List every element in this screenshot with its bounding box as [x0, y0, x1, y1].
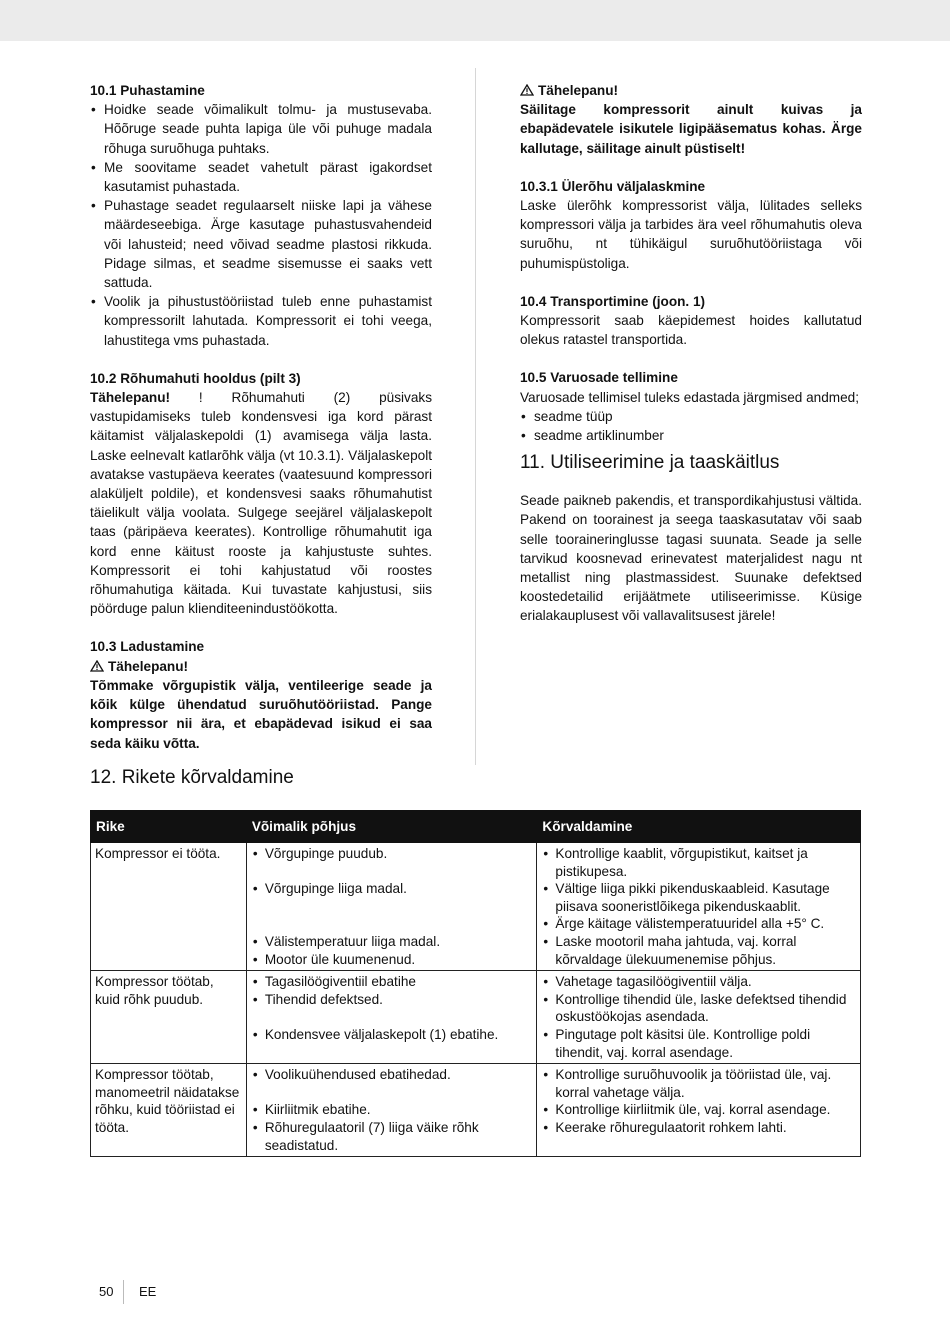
cause-item: • Tagasilöögiventiil ebatihe — [251, 973, 533, 991]
cause-item: • Tihendid defektsed. — [251, 991, 533, 1009]
section-title: 10.5 Varuosade tellimine — [520, 370, 678, 386]
list-item: • Hoidke seade võimalikult tolmu- ja mustusevaba. Hõõruge seade puhta lapiga üle või puhuge madala rõhuga suruõhuga puhtaks. — [90, 100, 432, 158]
section-12-title: 12. Rikete kõrvaldamine — [90, 767, 294, 788]
fault-cell: Kompressor töötab, kuid rõhk puudub. — [91, 971, 247, 1064]
paragraph: Kompressorit saab käepidemest hoides kallutatud olekus ratastel transportida. — [520, 313, 862, 348]
section-11-title: 11. Utiliseerimine ja taaskäitlus — [520, 452, 780, 474]
paragraph — [90, 388, 432, 618]
warning-text: Tõmmake võrgupistik välja, ventileerige seade ja kõik külge ühendatud suruõhutööriistad. Pange kompressor nii ära, et ebapädevad isikud ei saa seda käiku võtta. — [90, 677, 432, 751]
section-10-3 — [90, 637, 432, 752]
remedy-cell — [537, 971, 861, 1064]
paragraph: Varuosade tellimisel tuleks edastada järgmised andmed; — [520, 389, 860, 405]
paragraph: Seade paikneb pakendis, et transpordikahjustusi vältida. Pakend on toorainest ja seega taaskasutatav või saab selle tooraineringlusse tagasi suunata. Seade ja selle tarvikud koosnevad erinevatest materjalidest nagu nt metallist ning plastmassidest. Suunake defektsed koostedetailid erijäätmete utiliseerimisse. Küsige erialakauplusest või vallavalitsusest järele! — [520, 493, 862, 624]
remedy-item: • Vahetage tagasilöögiventiil välja. — [541, 973, 856, 991]
section-10-4 — [520, 292, 862, 350]
warning-triangle-icon — [90, 660, 104, 672]
section-10-3-1 — [520, 177, 862, 273]
section-title: 10.4 Transportimine (joon. 1) — [520, 293, 706, 309]
warning-triangle-icon — [520, 84, 534, 96]
section-title: 10.1 Puhastamine — [90, 83, 205, 98]
cause-item: • Kiirliitmik ebatihe. — [251, 1101, 533, 1119]
warning-heading — [520, 81, 862, 100]
column-divider — [475, 68, 476, 765]
cause-cell — [246, 971, 537, 1064]
left-column — [90, 81, 432, 753]
cause-item: • Võrgupinge puudub. — [251, 845, 533, 863]
troubleshooting-table — [90, 810, 861, 1157]
cause-item: • Võrgupinge liiga madal. — [251, 880, 533, 898]
cause-item: • Voolikuühendused ebatihedad. — [251, 1066, 533, 1084]
cause-item: • Rõhuregulaatoril (7) liiga väike rõhk seadistatud. — [251, 1119, 533, 1154]
section-10-1 — [90, 81, 432, 350]
footer-divider — [123, 1280, 124, 1304]
cause-item: • Mootor üle kuumenenud. — [251, 951, 533, 969]
top-header-bar — [0, 0, 950, 41]
warning-label: Tähelepanu! — [108, 658, 189, 674]
list-item: • seadme artiklinumber — [520, 426, 862, 445]
column-header: Võimalik põhjus — [246, 811, 537, 843]
list-item: • seadme tüüp — [520, 407, 862, 426]
warning-text: Säilitage kompressorit ainult kuivas ja ebapädevatele isikutele ligipääsematus kohas. Ärge kallutage, säilitage ainult püstiselt! — [520, 102, 862, 156]
section-title: 10.3.1 Ülerõhu väljalaskmine — [520, 178, 706, 194]
remedy-item: • Pingutage polt käsitsi üle. Kontrollige poldi tihendit, vaj. korral asendage. — [541, 1026, 856, 1061]
language-code: EE — [139, 1284, 157, 1299]
remedy-item: • Vältige liiga pikki pikenduskaableid. Kasutage piisava sooneristlõikega pikenduskaablit. — [541, 880, 856, 915]
remedy-item: • Kontrollige kaablit, võrgupistikut, kaitset ja pistikupesa. — [541, 845, 856, 880]
remedy-item: • Keerake rõhuregulaatorit rohkem lahti. — [541, 1119, 856, 1137]
section-title: 10.3 Ladustamine — [90, 639, 205, 655]
cause-cell — [246, 843, 537, 971]
remedy-item: • Laske mootoril maha jahtuda, vaj. korral kõrvaldage ülekuumenemise põhjus. — [541, 933, 856, 968]
fault-cell: Kompressor ei tööta. — [91, 843, 247, 971]
cause-cell — [246, 1064, 537, 1157]
remedy-item: • Kontrollige suruõhuvoolik ja tööriistad üle, vaj. korral vahetage välja. — [541, 1066, 856, 1101]
table-header-row — [91, 811, 861, 843]
fault-cell: Kompressor töötab, manomeetril näidatakse rõhku, kuid tööriistad ei tööta. — [91, 1064, 247, 1157]
section-title: 10.2 Rõhumahuti hooldus (pilt 3) — [90, 370, 301, 386]
list-item: • Puhastage seadet regulaarselt niiske lapi ja vähese määrdeseebiga. Ärge kasutage puhastusvahendeid või lahusteid; need võivad seadme plastosi rikkuda. Pidage silmas, et seadme sisemusse ei saaks vett sattuda. — [90, 196, 432, 292]
paragraph-text: ! Rõhumahuti (2) püsivaks vastupidamiseks tuleb kondensvesi iga kord pärast käitamist väljalaskepoldi (1) avamisega välja lasta. Laske eelnevalt katlarõhk välja (vt 10.3.1). Väljalaskepolt avatakse vastupäeva keerates (vaatesuund kompressori alaküljelt poldile), et kondensvesi saaks rõhumahutist täielikult välja voolata. Sulgege seejärel väljalaskepolt taas (päripäeva keerates). Kontrollige rõhumahutit iga kord enne käitust rooste ja kahjustuste suhtes. Kompressorit ei tohi kahjustatud või roostes rõhumahutiga käitada. Kui tuvastate kahjustusi, siis pöörduge palun klienditeenindustöökotta. — [90, 390, 432, 617]
column-header: Kõrvaldamine — [537, 811, 861, 843]
storage-warning — [520, 81, 862, 158]
remedy-cell — [537, 1064, 861, 1157]
bullet-list — [90, 100, 432, 350]
cause-item: • Välistemperatuur liiga madal. — [251, 933, 533, 951]
warning-label: Tähelepanu! — [538, 83, 619, 98]
remedy-item: • Ärge käitage välistemperatuuridel alla +5° C. — [541, 915, 856, 933]
column-header: Rike — [91, 811, 247, 843]
list-item: • Me soovitame seadet vahetult pärast igakordset kasutamist puhastada. — [90, 158, 432, 196]
paragraph: Laske ülerõhk kompressorist välja, lülitades selleks kompressori välja ja tarbides ära veel rõhumahutis oleva suruõhu, nt tühikäigul suruõhutööriistaga või puhumispüstoliga. — [520, 198, 862, 271]
list-item: • Voolik ja pihustustööriistad tuleb enne puhastamist kompressorilt lahutada. Kompressorit ei tohi veega, lahustitega vms puhastada. — [90, 292, 432, 350]
remedy-item: • Kontrollige tihendid üle, laske defektsed tihendid oskustöökojas asendada. — [541, 991, 856, 1026]
warning-heading — [90, 657, 432, 676]
warning-label: Tähelepanu! — [90, 390, 171, 406]
table-row — [91, 1064, 861, 1157]
cause-item: • Kondensvee väljalaskepolt (1) ebatihe. — [251, 1026, 533, 1044]
page-number: 50 — [99, 1284, 114, 1299]
section-10-2 — [90, 369, 432, 619]
table-row — [91, 843, 861, 971]
right-column — [520, 81, 862, 626]
bullet-list — [520, 407, 862, 445]
remedy-item: • Kontrollige kiirliitmik üle, vaj. korral asendage. — [541, 1101, 856, 1119]
table-row — [91, 971, 861, 1064]
section-10-5 — [520, 368, 862, 445]
remedy-cell — [537, 843, 861, 971]
